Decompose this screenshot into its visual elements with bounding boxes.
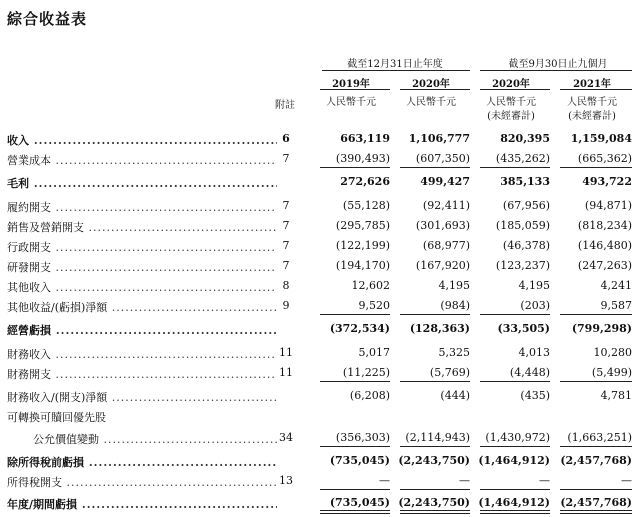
row-value: (444) xyxy=(440,389,470,402)
row-value: (123,237) xyxy=(495,259,550,272)
row-label: 毛利 ..... xyxy=(7,175,277,189)
year-underline xyxy=(320,89,390,90)
row-value: (68,977) xyxy=(422,239,470,252)
subtotal-rule xyxy=(560,314,632,315)
unit-header: 人民幣千元 xyxy=(326,97,376,108)
subtotal-rule xyxy=(480,489,550,490)
row-note: 8 xyxy=(282,279,290,292)
row-value: (6,208) xyxy=(349,389,390,402)
row-value: 663,119 xyxy=(340,132,390,145)
page-title: 綜合收益表 xyxy=(7,10,88,28)
row-label: 其他收入 ..... xyxy=(7,279,277,293)
row-value: — xyxy=(459,474,470,487)
period-underline xyxy=(480,70,632,71)
row-value: 1,106,777 xyxy=(408,132,470,145)
row-note: 6 xyxy=(282,132,290,145)
row-value: — xyxy=(539,474,550,487)
row-value: 385,133 xyxy=(500,175,550,188)
table-row xyxy=(0,428,640,447)
subtotal-rule xyxy=(320,489,390,490)
year-header: 2020年 xyxy=(412,79,450,90)
row-value: (46,378) xyxy=(502,239,550,252)
row-note: 9 xyxy=(282,299,290,312)
row-value: (301,693) xyxy=(415,219,470,232)
table-row xyxy=(0,216,640,235)
row-label: 營業成本 ..... xyxy=(7,152,277,166)
period-underline xyxy=(322,70,470,71)
row-label: 公允價值變動 ..... xyxy=(33,431,277,445)
unaudited-header: (未經審計) xyxy=(487,111,535,122)
row-note: 7 xyxy=(282,152,290,165)
row-label: 財務收入/(開支)淨額 ..... xyxy=(7,389,277,403)
row-value: (2,457,768) xyxy=(560,454,632,467)
row-value: (2,114,943) xyxy=(405,431,470,444)
row-value: 820,395 xyxy=(500,132,550,145)
row-value: (356,303) xyxy=(335,431,390,444)
row-value: (390,493) xyxy=(335,152,390,165)
year-underline xyxy=(560,89,632,90)
subtotal-rule xyxy=(400,446,470,447)
period-header-annual: 截至12月31日止年度 xyxy=(347,59,443,70)
row-label: 行政開支 ..... xyxy=(7,239,277,253)
row-value: (818,234) xyxy=(577,219,632,232)
unaudited-header: (未經審計) xyxy=(568,111,616,122)
unit-header: 人民幣千元 xyxy=(567,97,617,108)
total-double-rule xyxy=(400,510,470,514)
row-value: — xyxy=(379,474,390,487)
row-value: (2,243,750) xyxy=(398,496,470,509)
row-value: (799,298) xyxy=(571,322,632,335)
row-note: 34 xyxy=(279,431,293,444)
year-underline xyxy=(480,89,550,90)
subtotal-rule xyxy=(400,167,470,168)
row-value: 4,195 xyxy=(518,279,550,292)
row-value: 4,013 xyxy=(518,346,550,359)
row-value: (1,464,912) xyxy=(478,496,550,509)
row-value: (295,785) xyxy=(335,219,390,232)
row-value: (435) xyxy=(520,389,550,402)
row-value: 9,587 xyxy=(600,299,632,312)
subtotal-rule xyxy=(400,489,470,490)
row-label: 年度/期間虧損 ..... xyxy=(7,496,277,510)
row-value: (984) xyxy=(440,299,470,312)
row-value: (67,956) xyxy=(502,199,550,212)
row-value: (665,362) xyxy=(577,152,632,165)
row-note: 7 xyxy=(282,239,290,252)
table-row xyxy=(0,256,640,275)
row-value: (128,363) xyxy=(409,322,470,335)
subtotal-rule xyxy=(400,314,470,315)
row-label: 財務開支 ..... xyxy=(7,366,277,380)
row-label: 除所得稅前虧損 ..... xyxy=(7,454,277,468)
row-value: 10,280 xyxy=(593,346,632,359)
table-row xyxy=(0,363,640,382)
row-value: (203) xyxy=(520,299,550,312)
subtotal-rule xyxy=(480,167,550,168)
table-row xyxy=(0,149,640,168)
total-double-rule xyxy=(480,510,550,514)
table-row xyxy=(0,276,640,295)
row-value: 5,325 xyxy=(438,346,470,359)
row-value: 4,195 xyxy=(438,279,470,292)
subtotal-rule xyxy=(320,446,390,447)
subtotal-rule xyxy=(480,381,550,382)
subtotal-rule xyxy=(560,489,632,490)
row-value: (4,448) xyxy=(509,366,550,379)
subtotal-rule xyxy=(560,167,632,168)
row-value: (122,199) xyxy=(335,239,390,252)
table-row xyxy=(0,129,640,148)
row-value: (1,430,972) xyxy=(485,431,550,444)
row-label: 可轉換可贖回優先股 xyxy=(7,411,106,423)
total-double-rule xyxy=(560,510,632,514)
row-label: 銷售及營銷開支 ..... xyxy=(7,219,277,233)
table-row xyxy=(0,296,640,315)
table-row xyxy=(0,493,640,512)
year-header: 2021年 xyxy=(573,79,611,90)
year-underline xyxy=(400,89,470,90)
row-label: 財務收入 ..... xyxy=(7,346,277,360)
row-value: (5,499) xyxy=(591,366,632,379)
row-label: 研發開支 ..... xyxy=(7,259,277,273)
row-note: 13 xyxy=(279,474,293,487)
table-row xyxy=(0,236,640,255)
row-value: (1,464,912) xyxy=(478,454,550,467)
row-value: (55,128) xyxy=(342,199,390,212)
subtotal-rule xyxy=(400,381,470,382)
row-note: 7 xyxy=(282,259,290,272)
year-header: 2019年 xyxy=(332,79,370,90)
row-value: (167,920) xyxy=(415,259,470,272)
row-label: 履約開支 ..... xyxy=(7,199,277,213)
subtotal-rule xyxy=(480,446,550,447)
subtotal-rule xyxy=(320,314,390,315)
row-label: 收入 ..... xyxy=(7,132,277,146)
row-value: (146,480) xyxy=(577,239,632,252)
total-double-rule xyxy=(320,510,390,514)
subtotal-rule xyxy=(480,314,550,315)
row-value: (2,457,768) xyxy=(560,496,632,509)
row-value: 499,427 xyxy=(420,175,470,188)
row-value: (435,262) xyxy=(495,152,550,165)
row-value: (194,170) xyxy=(335,259,390,272)
row-value: (607,350) xyxy=(415,152,470,165)
row-value: (5,769) xyxy=(429,366,470,379)
row-value: (11,225) xyxy=(342,366,390,379)
row-value: (2,243,750) xyxy=(398,454,470,467)
year-header: 2020年 xyxy=(492,79,530,90)
row-value: (33,505) xyxy=(497,322,550,335)
row-value: 4,781 xyxy=(600,389,632,402)
row-value: 4,241 xyxy=(600,279,632,292)
table-row xyxy=(0,471,640,490)
row-value: — xyxy=(621,474,632,487)
row-note: 11 xyxy=(279,346,293,359)
row-value: 272,626 xyxy=(340,175,390,188)
row-value: (1,663,251) xyxy=(567,431,632,444)
subtotal-rule xyxy=(320,381,390,382)
unit-header: 人民幣千元 xyxy=(406,97,456,108)
row-value: (735,045) xyxy=(329,454,390,467)
unit-header: 人民幣千元 xyxy=(486,97,536,108)
table-row xyxy=(0,386,640,405)
row-note: 7 xyxy=(282,199,290,212)
row-value: 493,722 xyxy=(582,175,632,188)
row-value: 12,602 xyxy=(351,279,390,292)
subtotal-rule xyxy=(560,446,632,447)
row-label: 其他收益/(虧損)淨額 ..... xyxy=(7,299,277,313)
table-row xyxy=(0,451,640,470)
row-value: (247,263) xyxy=(577,259,632,272)
row-label: 經營虧損 ..... xyxy=(7,322,277,336)
subtotal-rule xyxy=(320,167,390,168)
row-value: (94,871) xyxy=(584,199,632,212)
row-value: (92,411) xyxy=(422,199,470,212)
row-label: 所得稅開支 ..... xyxy=(7,474,277,488)
table-row xyxy=(0,343,640,362)
row-value: 9,520 xyxy=(358,299,390,312)
row-value: (185,059) xyxy=(495,219,550,232)
row-value: (735,045) xyxy=(329,496,390,509)
row-note: 7 xyxy=(282,219,290,232)
subtotal-rule xyxy=(560,381,632,382)
row-note: 11 xyxy=(279,366,293,379)
table-row xyxy=(0,172,640,191)
row-value: 5,017 xyxy=(358,346,390,359)
period-header-nine-months: 截至9月30日止九個月 xyxy=(508,59,608,70)
row-value: 1,159,084 xyxy=(570,132,632,145)
table-row xyxy=(0,196,640,215)
note-column-header: 附註 xyxy=(275,100,295,111)
table-row xyxy=(0,406,640,425)
row-value: (372,534) xyxy=(329,322,390,335)
table-row xyxy=(0,319,640,338)
